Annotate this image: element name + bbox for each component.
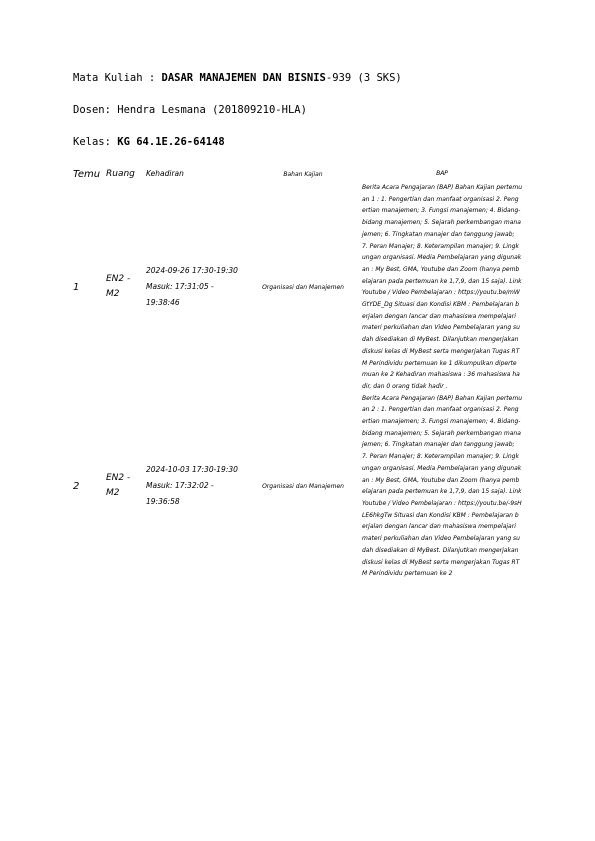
table-row xyxy=(70,182,522,393)
header-ruang: Ruang xyxy=(106,168,135,179)
course-line xyxy=(73,72,402,84)
kehadiran-jadwal: 2024-09-26 17:30-19:30 xyxy=(146,266,238,276)
cell-ruang xyxy=(106,182,146,393)
attendance-table xyxy=(70,166,522,580)
course-suffix: -939 (3 SKS) xyxy=(325,72,402,84)
cell-temu: 2 xyxy=(73,480,80,492)
lecturer-line xyxy=(73,104,307,116)
ruang-line-2: M2 xyxy=(106,289,120,300)
lecturer-name: Hendra Lesmana (201809210-HLA) xyxy=(117,104,307,116)
class-label: Kelas: xyxy=(73,136,111,148)
cell-kehadiran xyxy=(146,393,244,580)
cell-bap: Berita Acara Pengajaran (BAP) Bahan Kajian pertemuan 1 : 1. Pengertian dan manfaat organisasi 2. Pengertian manajemen; 3. Fungsi manajemen; 4. Bidang-bidang manajemen; 5. Sejarah perkembangan manajemen; 6. Tingkatan manajer dan tanggung jawab; 7. Peran Manajer; 8. Keterampilan manajer; 9. Lingkungan organisasi. Media Pembelajaran yang digunakan : My Best, GMA, Youtube dan Zoom (hanya pembelajaran pada pertemuan ke 1,7,9, dan 15 saja). Link Youtube / Video Pembelajaran : https://youtu.be/mWGtYDE_Dg Situasi dan Kondisi KBM : Pembelajaran berjalan dengan lancar dan mahasiswa mempelajari materi perkuliahan dan Video Pembelajaran yang sudah disediakan di MyBest. Dilanjutkan mengerjakan diskusi kelas di MyBest serta mengerjakan Tugas RTM Perindividu pertemuan ke 1 dikumpulkan dipertemuan ke 2 Kehadiran mahasiswa : 36 mahasiswa hadir, dan 0 orang tidak hadir . xyxy=(362,184,522,390)
ruang-line-1: EN2 - xyxy=(106,473,131,484)
cell-bahan-kajian: Organisasi dan Manajemen xyxy=(262,482,344,490)
kehadiran-masuk: Masuk: 17:31:05 - 19:38:46 xyxy=(146,282,214,308)
kehadiran-jadwal: 2024-10-03 17:30-19:30 xyxy=(146,465,238,475)
cell-bahan-kajian: Organisasi dan Manajemen xyxy=(262,283,344,291)
course-label: Mata Kuliah : xyxy=(73,72,156,84)
ruang-line-1: EN2 - xyxy=(106,274,131,285)
header-kehadiran: Kehadiran xyxy=(146,169,184,178)
cell-temu: 1 xyxy=(73,281,80,293)
class-value: KG 64.1E.26-64148 xyxy=(117,136,225,148)
table-row xyxy=(70,393,522,580)
lecturer-label: Dosen: xyxy=(73,104,111,116)
cell-ruang xyxy=(106,393,146,580)
kehadiran-masuk: Masuk: 17:32:02 - 19:36:58 xyxy=(146,481,214,507)
table-header xyxy=(70,166,522,182)
header-temu: Temu xyxy=(73,168,101,180)
cell-kehadiran xyxy=(146,182,244,393)
course-name: DASAR MANAJEMEN DAN BISNIS xyxy=(161,72,326,84)
ruang-line-2: M2 xyxy=(106,488,120,499)
cell-bap: Berita Acara Pengajaran (BAP) Bahan Kajian pertemuan 2 : 1. Pengertian dan manfaat organisasi 2. Pengertian manajemen; 3. Fungsi manajemen; 4. Bidang-bidang manajemen; 5. Sejarah perkembangan manajemen; 6. Tingkatan manajer dan tanggung jawab; 7. Peran Manajer; 8. Keterampilan manajer; 9. Lingkungan organisasi. Media Pembelajaran yang digunakan : My Best, GMA, Youtube dan Zoom (hanya pembelajaran pada pertemuan ke 1,7,9, dan 15 saja). Link Youtube / Video Pembelajaran : https://youtu.be/-9sHLE6hkgTw Situasi dan Kondisi KBM : Pembelajaran berjalan dengan lancar dan mahasiswa mempelajari materi perkuliahan dan Video Pembelajaran yang sudah disediakan di MyBest. Dilanjutkan mengerjakan diskusi kelas di MyBest serta mengerjakan Tugas RTM Perindividu pertemuan ke 2 xyxy=(362,394,522,578)
class-line xyxy=(73,136,225,148)
header-bap: BAP xyxy=(436,170,448,178)
header-row xyxy=(70,166,522,182)
header-bahan-kajian: Bahan Kajian xyxy=(283,170,323,178)
